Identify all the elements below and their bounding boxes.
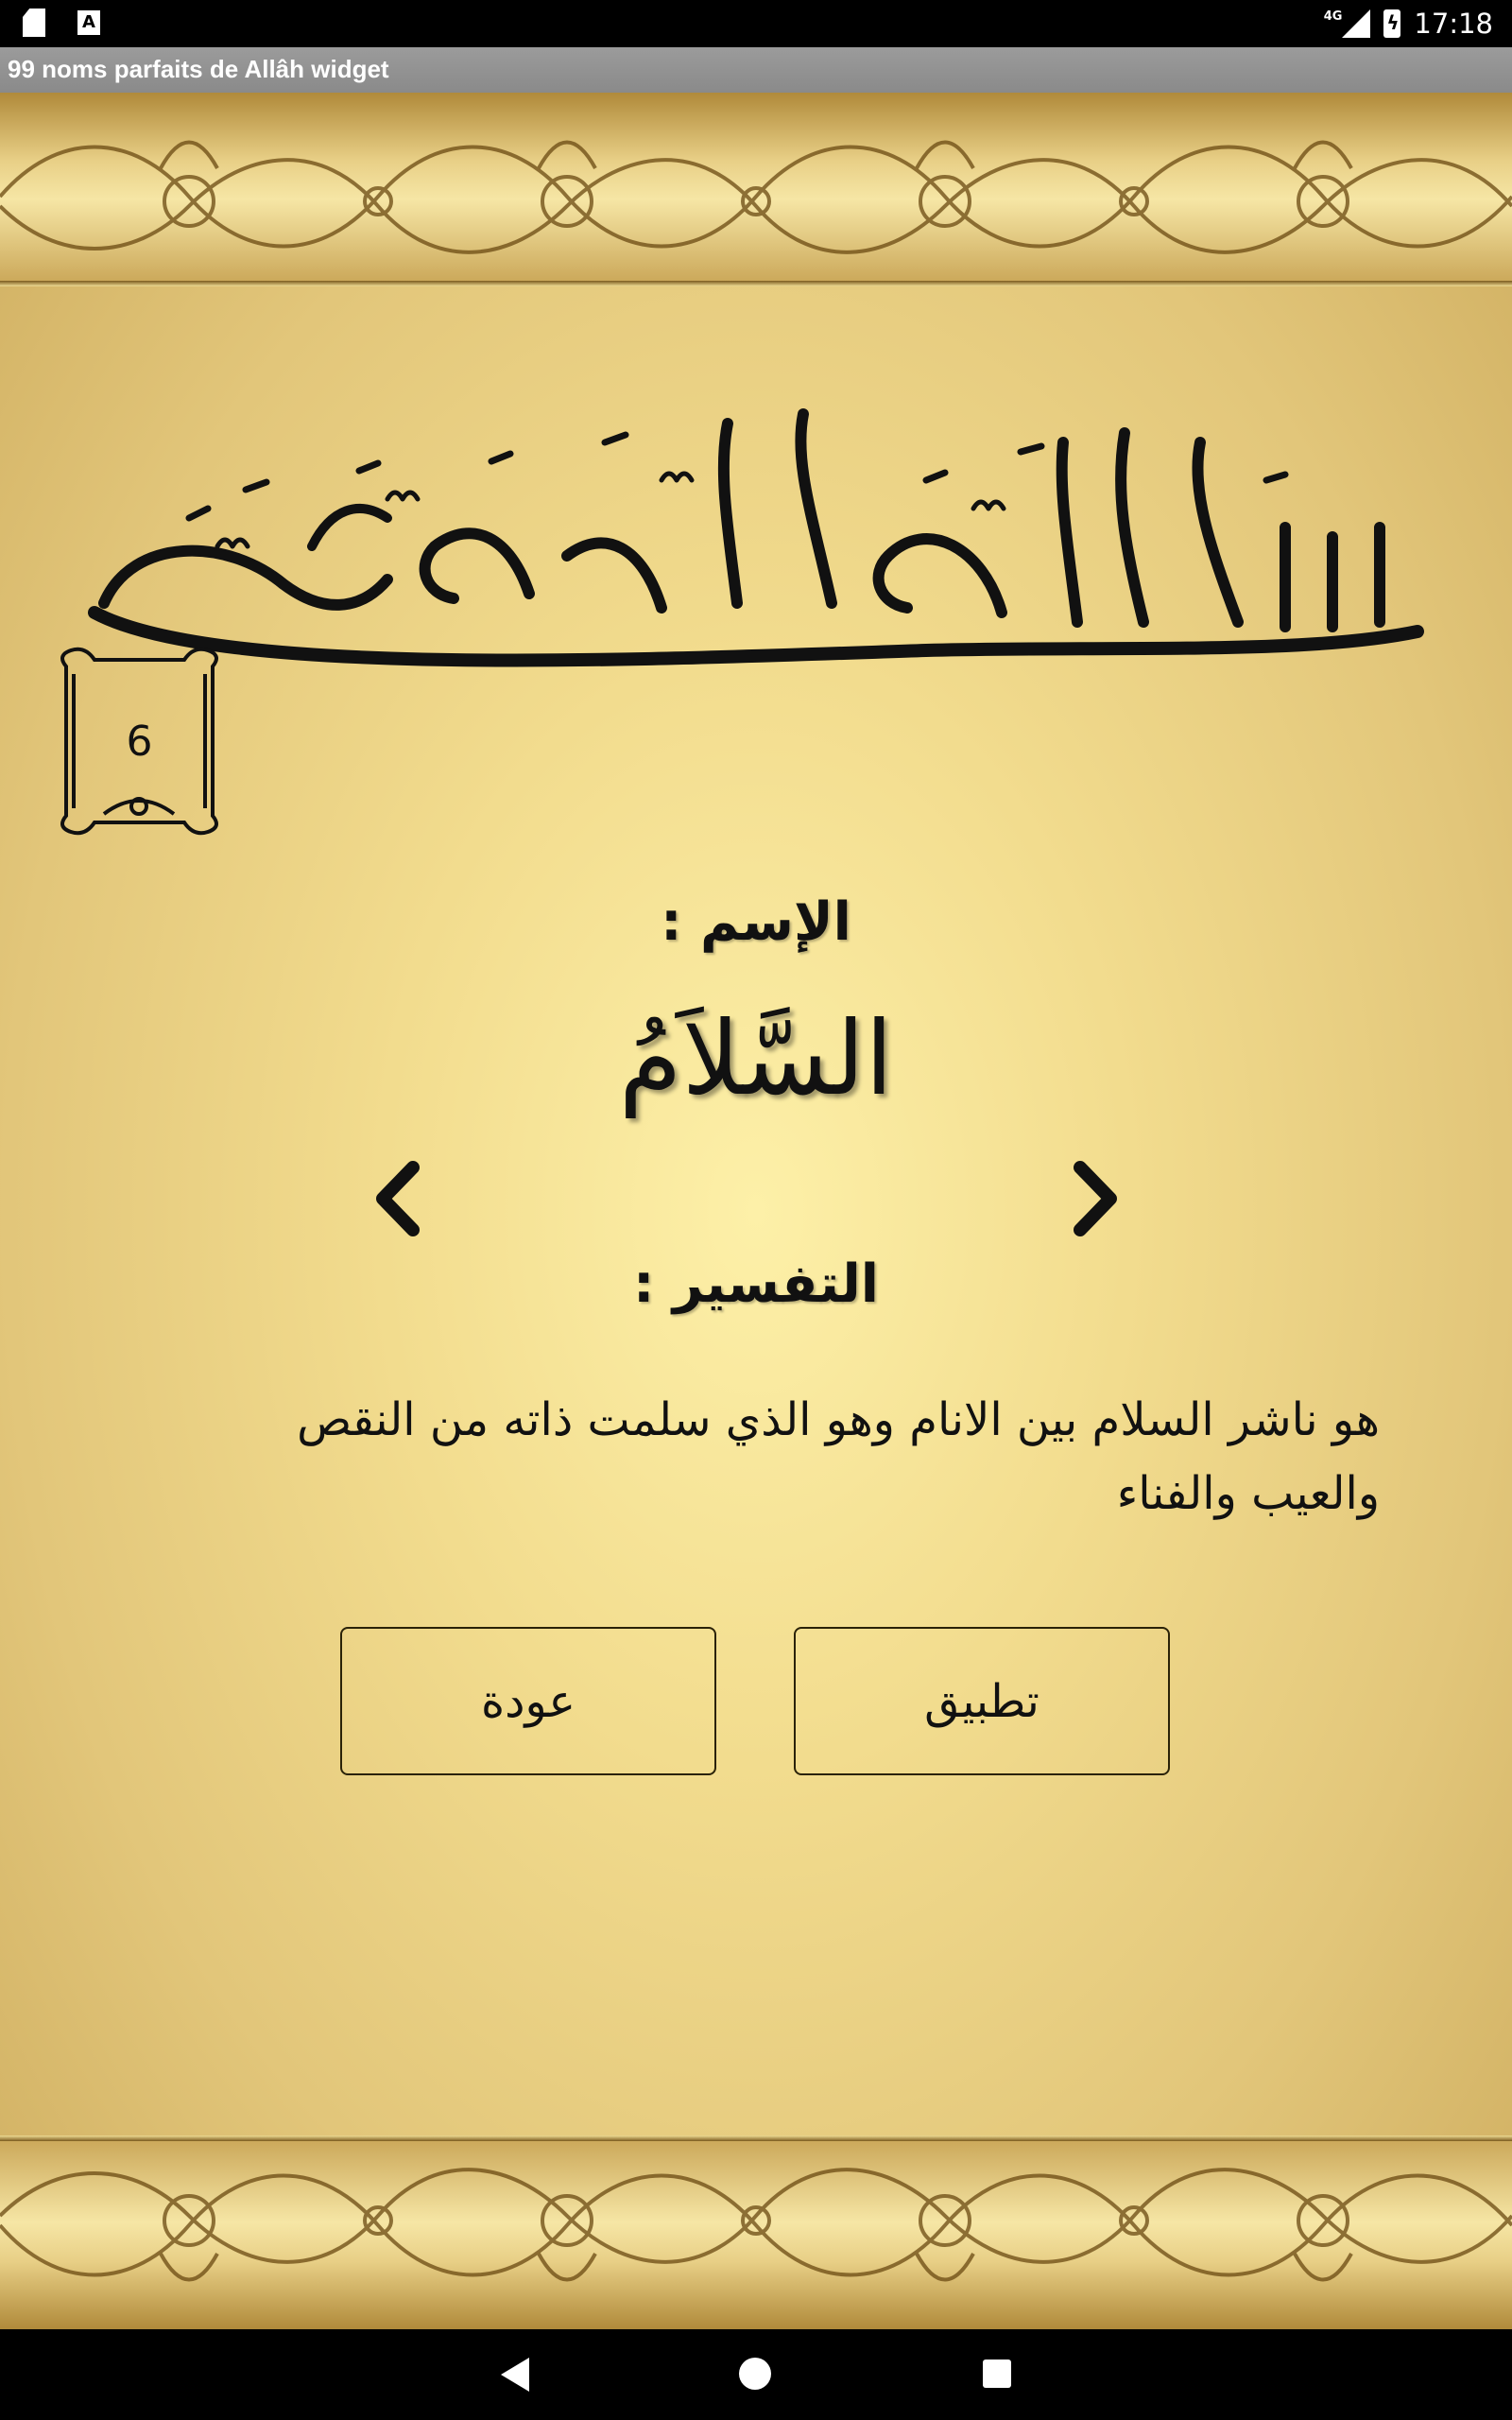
tafsir-label: التفسير : <box>633 1253 879 1315</box>
signal-icon <box>1342 9 1370 38</box>
status-bar <box>0 0 1512 47</box>
nav-home-icon[interactable] <box>739 2358 771 2390</box>
name-number: 6 <box>126 717 153 766</box>
chevron-right-icon <box>1063 1156 1129 1241</box>
floral-ornament-icon <box>0 2154 1512 2310</box>
name-label: الإسم : <box>661 891 851 953</box>
name-number-badge <box>47 646 232 837</box>
main-content <box>0 93 1512 2329</box>
app-title-bar <box>0 47 1512 93</box>
nav-back-icon[interactable] <box>501 2358 529 2392</box>
back-button[interactable]: عودة <box>340 1627 716 1775</box>
system-navigation-bar <box>0 2329 1512 2420</box>
chevron-left-icon <box>364 1156 430 1241</box>
border-rule <box>0 281 1512 286</box>
nav-recents-icon[interactable] <box>983 2360 1011 2388</box>
floral-ornament-icon <box>0 112 1512 268</box>
clock: 17:18 <box>1414 8 1493 40</box>
notification-icons <box>23 9 100 37</box>
ornament-border-bottom <box>0 2135 1512 2329</box>
network-type: 4G <box>1323 9 1343 24</box>
ornament-border-top <box>0 93 1512 286</box>
previous-name-button[interactable] <box>364 1156 430 1241</box>
system-icons <box>1324 0 1493 47</box>
battery-charging-icon <box>1383 9 1400 38</box>
bismillah-calligraphy-icon <box>76 376 1436 688</box>
sd-card-icon <box>23 9 45 37</box>
tafsir-text: هو ناشر السلام بين الانام وهو الذي سلمت ذاته من النقص والعيب والفناء <box>297 1393 1380 1520</box>
name-value: السَّلاَمُ <box>618 1000 894 1118</box>
next-name-button[interactable] <box>1063 1156 1129 1241</box>
border-rule <box>0 2135 1512 2141</box>
a-notification-icon: A <box>77 10 100 35</box>
app-title: 99 noms parfaits de Allâh widget <box>8 55 389 83</box>
apply-button[interactable]: تطبيق <box>794 1627 1170 1775</box>
